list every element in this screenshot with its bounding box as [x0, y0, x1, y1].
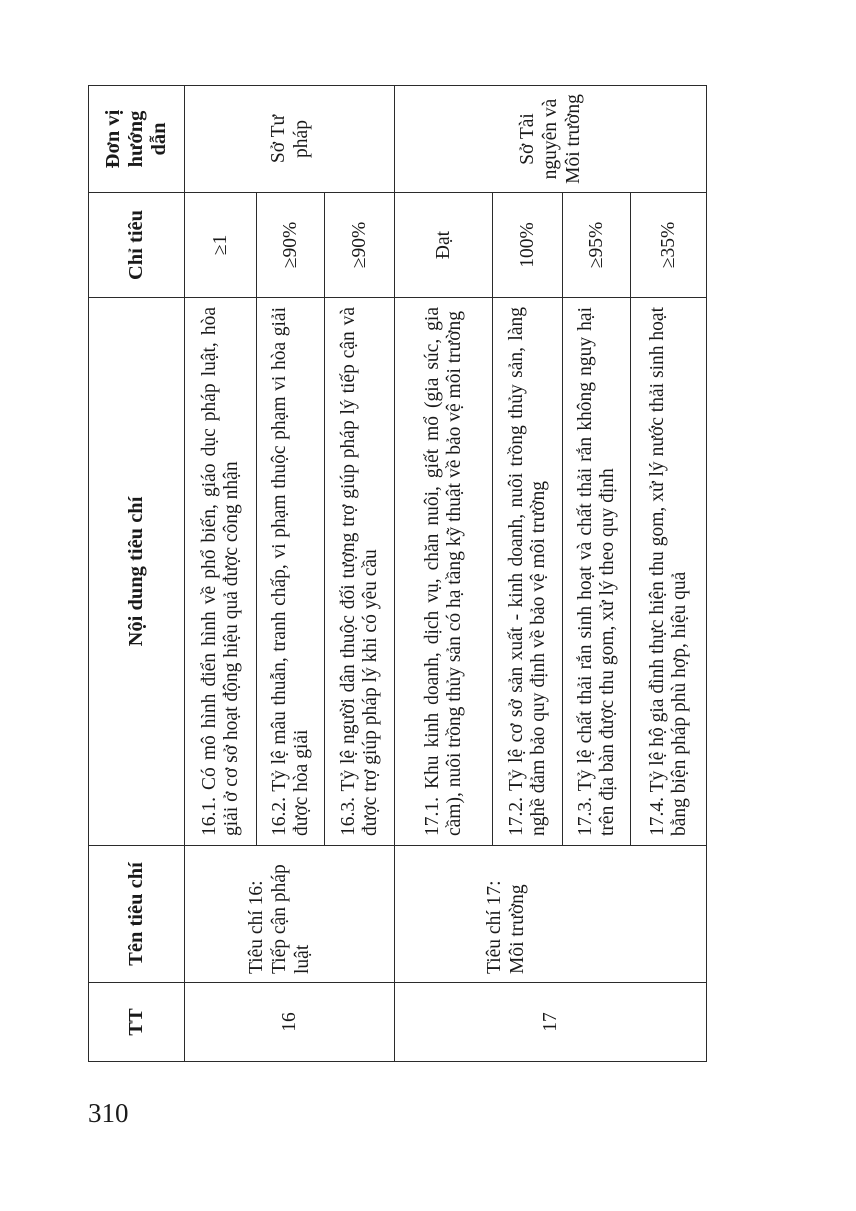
row-17-1-content: 17.1. Khu kinh doanh, dịch vụ, chăn nuôi, giết mổ (gia súc, gia cầm), nuôi trồng thủy sản có hạ tầng kỹ thuật về bảo vệ môi trường — [395, 298, 493, 846]
group-16-name: Tiêu chí 16: Tiếp cận pháp luật — [185, 846, 395, 983]
group-16-unit: Sở Tư pháp — [185, 86, 395, 193]
row-16-2-target: ≥90% — [257, 193, 325, 298]
row-17-3-target: ≥95% — [563, 193, 631, 298]
row-16-3-content: 16.3. Tỷ lệ người dân thuộc đối tượng trợ giúp pháp lý tiếp cận và được trợ giúp pháp lý khi có yêu cầu — [325, 298, 395, 846]
row-17-1-target: Đạt — [395, 193, 493, 298]
row-17-4-target: ≥35% — [631, 193, 707, 298]
row-17-3-content: 17.3. Tỷ lệ chất thải rắn sinh hoạt và chất thải rắn không nguy hại trên địa bàn được thu gom, xử lý theo quy định — [563, 298, 631, 846]
row-16-1-target: ≥1 — [185, 193, 257, 298]
header-unit: Đơn vị hướng dẫn — [89, 86, 185, 193]
table-row — [185, 86, 257, 1062]
group-16-tt: 16 — [185, 983, 395, 1062]
rotated-table-frame — [88, 86, 706, 1062]
header-tt: TT — [89, 983, 185, 1062]
header-row — [89, 86, 185, 1062]
row-17-2-target: 100% — [493, 193, 563, 298]
group-17-name: Tiêu chí 17: Môi trường — [395, 846, 707, 983]
group-17-unit: Sở Tài nguyên và Môi trường — [395, 86, 707, 193]
row-16-2-content: 16.2. Tỷ lệ mâu thuẫn, tranh chấp, vi phạm thuộc phạm vi hòa giải được hòa giải — [257, 298, 325, 846]
criteria-table — [88, 85, 707, 1062]
header-name: Tên tiêu chí — [89, 846, 185, 983]
row-17-2-content: 17.2. Tỷ lệ cơ sở sản xuất - kinh doanh, nuôi trồng thủy sản, làng nghề đảm bảo quy định về bảo vệ môi trường — [493, 298, 563, 846]
row-16-1-content: 16.1. Có mô hình điển hình về phổ biến, giáo dục pháp luật, hòa giải ở cơ sở hoạt động hiệu quả được công nhận — [185, 298, 257, 846]
header-target: Chỉ tiêu — [89, 193, 185, 298]
group-17-tt: 17 — [395, 983, 707, 1062]
header-content: Nội dung tiêu chí — [89, 298, 185, 846]
table-row — [395, 86, 493, 1062]
page-number: 310 — [88, 1098, 129, 1128]
row-16-3-target: ≥90% — [325, 193, 395, 298]
row-17-4-content: 17.4. Tỷ lệ hộ gia đình thực hiện thu gom, xử lý nước thải sinh hoạt bằng biện pháp phù hợp, hiệu quả — [631, 298, 707, 846]
